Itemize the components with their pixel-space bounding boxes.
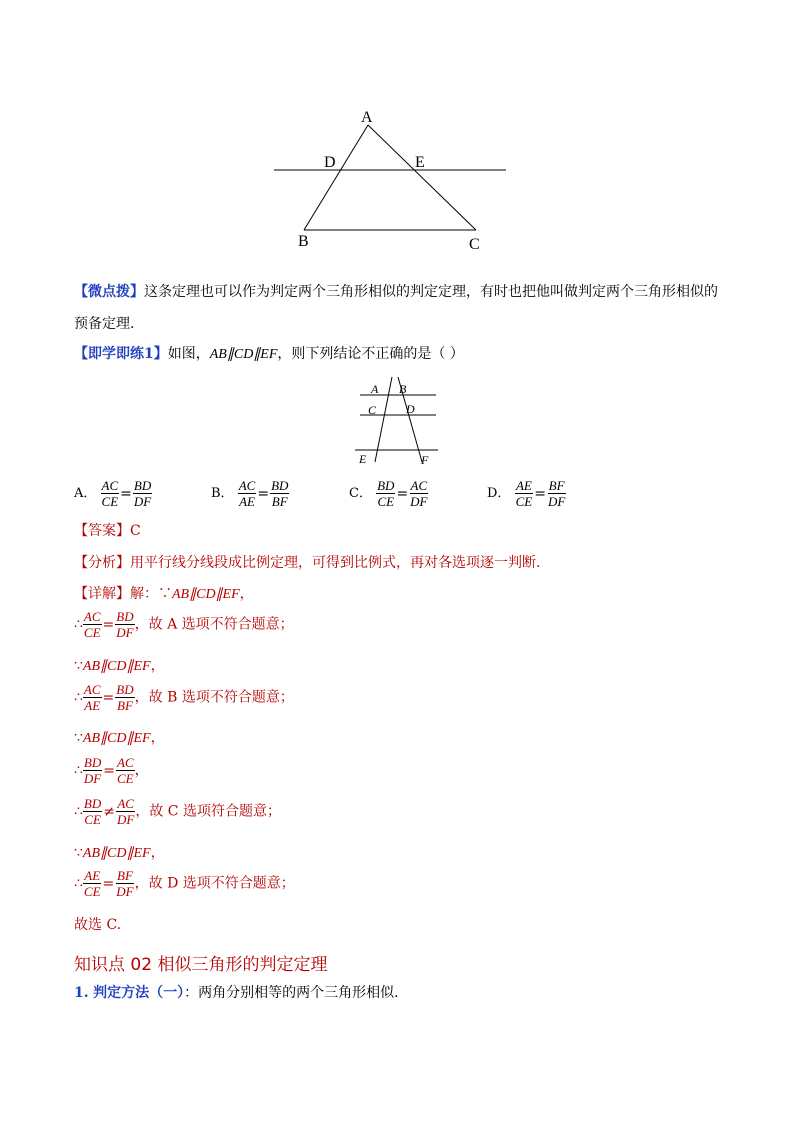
option-letter: B． xyxy=(211,486,234,501)
fraction: $\frac{AC}{DF}$ xyxy=(117,796,135,827)
option-b[interactable] xyxy=(211,478,289,509)
label-e: E xyxy=(415,154,425,171)
section-heading: 知识点 02 相似三角形的判定定理 xyxy=(74,955,328,975)
exercise-condition: AB∥CD∥EF xyxy=(209,347,278,362)
tip-text-2: 预备定理. xyxy=(74,316,135,332)
option-c[interactable] xyxy=(349,478,429,509)
label-a: A xyxy=(361,109,373,126)
detail-conclusion: 故选 C. xyxy=(74,917,122,933)
condition: AB∥CD∥EF xyxy=(172,587,240,602)
label-a: A xyxy=(371,382,379,396)
fraction: $\frac{BF}{DF}$ xyxy=(547,478,566,509)
analysis-tag: 【分析】 xyxy=(74,555,130,571)
detail-step-5: ∴ $\frac{AE}{CE}$ = $\frac{BF}{DF}$ ，故 D 选项不符合题意； xyxy=(74,868,295,899)
detail-because-2: ∵AB∥CD∥EF， xyxy=(74,730,165,746)
answer-tag: 【答案】 xyxy=(74,523,130,539)
option-letter: D． xyxy=(487,486,511,501)
fraction: $\frac{AC}{CE}$ xyxy=(101,478,119,509)
option-letter: A． xyxy=(74,486,97,501)
fraction: $\frac{AC}{AE}$ xyxy=(83,682,101,713)
detail-line: 【详解】解：∵AB∥CD∥EF， xyxy=(74,586,254,602)
option-letter: C． xyxy=(349,486,372,501)
fraction: $\frac{BD}{DF}$ xyxy=(116,609,134,640)
fraction: $\frac{BD}{CE}$ xyxy=(377,478,395,509)
relation: = xyxy=(396,485,409,502)
fraction: $\frac{AC}{DF}$ xyxy=(410,478,428,509)
tip-tag: 【微点拨】 xyxy=(74,284,144,300)
exercise-question xyxy=(74,343,464,363)
fraction: $\frac{BD}{BF}$ xyxy=(271,478,289,509)
option-d[interactable] xyxy=(487,478,566,509)
fraction: $\frac{AC}{CE}$ xyxy=(117,755,134,786)
side-ac xyxy=(368,125,476,230)
detail-intro: 解：∵ xyxy=(130,586,172,602)
relation: = xyxy=(120,485,132,502)
method-line xyxy=(74,982,399,1002)
side-ab xyxy=(304,125,368,230)
fraction: $\frac{AE}{CE}$ xyxy=(515,478,533,509)
tip-line-2 xyxy=(74,313,134,333)
exercise-prefix: 如图， xyxy=(167,346,210,362)
detail-because-1: ∵AB∥CD∥EF， xyxy=(74,658,165,674)
answer-line xyxy=(74,520,141,540)
tip-line-1 xyxy=(74,281,718,301)
answer-value: C xyxy=(130,523,141,539)
label-c: C xyxy=(469,236,480,253)
relation: = xyxy=(257,485,270,502)
exercise-suffix: ，则下列结论不正确的是（ ） xyxy=(277,346,464,362)
parallel-lines-figure xyxy=(350,372,445,470)
triangle-figure xyxy=(260,100,520,260)
tip-text: 这条定理也可以作为判定两个三角形相似的判定定理，有时也把他叫做判定两个三角形相似的 xyxy=(144,284,718,300)
fraction: $\frac{AE}{CE}$ xyxy=(83,868,101,899)
label-c: C xyxy=(368,403,377,417)
detail-step-1: ∴ $\frac{AC}{CE}$ = $\frac{BD}{DF}$ ，故 A 选项不符合题意； xyxy=(74,609,294,640)
detail-because-3: ∵AB∥CD∥EF， xyxy=(74,845,165,861)
detail-step-4: ∴ $\frac{BD}{CE}$ ≠ $\frac{AC}{DF}$ ，故 C 选项符合题意； xyxy=(74,796,281,827)
label-e: E xyxy=(359,452,367,466)
method-label: 判定方法（一） xyxy=(93,985,185,1001)
fraction: $\frac{BD}{BF}$ xyxy=(116,682,134,713)
fraction: $\frac{BD}{CE}$ xyxy=(83,796,102,827)
analysis-text: 用平行线分线段成比例定理，可得到比例式，再对各选项逐一判断. xyxy=(130,555,541,571)
fraction: $\frac{BF}{DF}$ xyxy=(116,868,134,899)
detail-step-2: ∴ $\frac{AC}{AE}$ = $\frac{BD}{BF}$ ，故 B 选项不符合题意； xyxy=(74,682,294,713)
method-number: 1. xyxy=(74,985,89,1001)
label-f: F xyxy=(421,453,429,467)
option-a[interactable] xyxy=(74,478,152,509)
label-d: D xyxy=(324,154,336,171)
label-b: B xyxy=(298,233,309,250)
fraction: $\frac{BD}{DF}$ xyxy=(133,478,152,509)
fraction: $\frac{AC}{CE}$ xyxy=(83,609,101,640)
analysis-line xyxy=(74,552,540,572)
method-text: ：两角分别相等的两个三角形相似. xyxy=(184,985,399,1001)
relation: = xyxy=(534,485,546,502)
exercise-tag: 【即学即练1】 xyxy=(74,346,168,362)
fraction: $\frac{BD}{DF}$ xyxy=(83,755,102,786)
detail-tag: 【详解】 xyxy=(74,586,130,602)
fraction: $\frac{AC}{AE}$ xyxy=(238,478,256,509)
detail-step-3: ∴ $\frac{BD}{DF}$ = $\frac{AC}{CE}$ ， xyxy=(74,755,149,786)
label-b: B xyxy=(399,382,407,396)
label-d: D xyxy=(406,402,415,416)
